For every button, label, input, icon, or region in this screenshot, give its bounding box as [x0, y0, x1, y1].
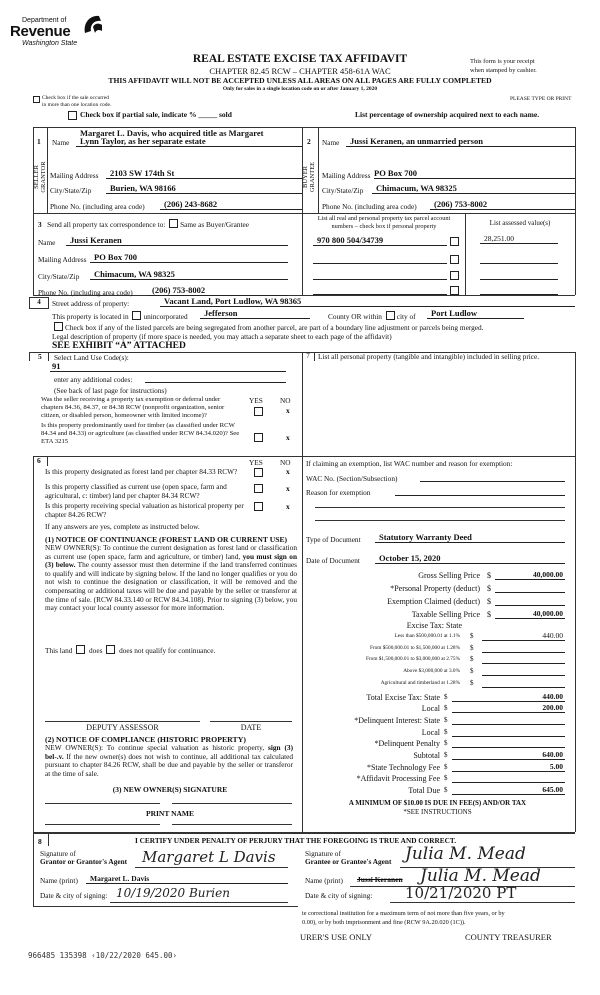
seller-name-label: Name	[52, 138, 70, 147]
yes-header: YES	[249, 396, 263, 405]
buyer-city-field[interactable]: Chimacum, WA 98325	[372, 183, 575, 194]
currency-sign: $	[444, 751, 448, 759]
tax-rate-value[interactable]: 440.00	[482, 630, 565, 641]
street-label: Street address of property:	[52, 299, 130, 308]
section-number: 5	[38, 352, 42, 361]
tax-total-label: Local	[421, 727, 440, 737]
logo-dept: Department of	[22, 17, 67, 24]
date-label: DATE	[240, 723, 262, 732]
tax-row-value[interactable]: 40,000.00	[495, 569, 565, 580]
tax-total-value[interactable]: 200.00	[452, 702, 565, 713]
reason-field[interactable]	[395, 485, 565, 496]
q1-yes-checkbox[interactable]	[254, 407, 263, 416]
currency-sign: $	[487, 597, 491, 606]
currency-sign: $	[470, 643, 474, 652]
current-use-question: Is this property classified as current use (open space, farm and agricultural, c: timber) land per chapter 84.34 RCW?	[45, 482, 227, 500]
partial-sale-checkbox[interactable]	[68, 111, 77, 120]
doc-date-field[interactable]: October 15, 2020	[375, 553, 565, 564]
historic-yes-checkbox[interactable]	[254, 502, 263, 511]
grantee-name-struck: Jussi Keranen	[357, 875, 403, 884]
exemption-label: If claiming an exemption, list WAC number and reason for exemption:	[306, 459, 513, 468]
same-as-buyer-checkbox[interactable]	[169, 219, 178, 228]
tax-total-value[interactable]: 640.00	[452, 749, 565, 760]
no-header: NO	[280, 396, 291, 405]
buyer-phone-field[interactable]: (206) 753-8002	[430, 199, 575, 210]
no-header: NO	[280, 458, 291, 467]
notice-compliance-title: (2) NOTICE OF COMPLIANCE (HISTORIC PROPERTY)	[45, 735, 246, 744]
penalty-text-1: te correctional institution for a maximum term of not more than five years, or by	[302, 910, 505, 917]
parcels-header-2: numbers – check box if personal property	[331, 223, 437, 230]
logo-revenue: Revenue	[10, 23, 71, 40]
assessed-header: List assessed value(s)	[489, 219, 551, 227]
seller-grantor-label: SELLER GRANTOR	[33, 161, 47, 193]
currency-sign: $	[444, 774, 448, 783]
historic-no-mark[interactable]: x	[286, 502, 290, 511]
assessed-value-field[interactable]	[480, 269, 558, 280]
corr-phone-field[interactable]: (206) 753-8002	[148, 285, 288, 296]
certify-statement: I CERTIFY UNDER PENALTY OF PERJURY THAT THE FOREGOING IS TRUE AND CORRECT.	[135, 836, 457, 845]
forest-yes-checkbox[interactable]	[254, 468, 263, 477]
notice-continuance-text: NEW OWNER(S): To continue the current designation as forest land or classification as current use (open space, farm and agriculture, or timber) land, you must sign on (3) below. The county assessor must then determine if the land transferred continues to qualify and will indicate by signing below. If the land no longer qualifies or you do not wish to continue the designation or classification, it will be removed and the compensating or additional taxes will be due and payable by the seller or transferor at the time of sale. (RCW 84.33.140 or RCW 84.34.108). Prior to signing (3) below, you may contact your local county assessor for more information.	[45, 543, 297, 613]
corr-mail-field[interactable]: PO Box 700	[90, 252, 288, 263]
tax-total-value[interactable]	[452, 737, 565, 748]
tax-row-value[interactable]	[495, 582, 565, 593]
buyer-name-label: Name	[322, 138, 340, 147]
personal-property-checkbox[interactable]	[450, 237, 459, 246]
currency-sign: $	[487, 610, 491, 619]
personal-property-checkbox[interactable]	[450, 255, 459, 264]
county-or-label: County OR within city of	[328, 312, 416, 321]
segregated-checkbox[interactable]	[54, 322, 63, 331]
type-or-print: PLEASE TYPE OR PRINT	[510, 96, 572, 102]
tax-rate-value[interactable]	[482, 677, 565, 688]
legal-description-label: Legal description of property (if more space is needed, you may attach a separate sheet to each page of the affidavit)	[52, 332, 392, 341]
parcel-number-field[interactable]: 970 800 504/34739	[313, 235, 447, 246]
currency-sign: $	[470, 678, 474, 687]
tax-row-label: Gross Selling Price	[418, 571, 480, 580]
personal-property-checkbox[interactable]	[450, 271, 459, 280]
segregated-label: Check box if any of the listed parcels are being segregated from another parcel, are part of a boundary line adjustment or parcels being merged.	[65, 323, 484, 332]
grantor-name-field[interactable]: Margaret L. Davis	[86, 873, 288, 884]
section-number: 4	[29, 297, 49, 309]
tax-row-label: *Personal Property (deduct)	[390, 584, 480, 593]
additional-codes-label: enter any additional codes:	[54, 375, 133, 384]
tax-rate-value[interactable]	[482, 653, 565, 664]
section-number: 1	[37, 137, 41, 146]
buyer-city-label: City/State/Zip	[322, 186, 364, 195]
buyer-name-field[interactable]: Jussi Keranen, an unmarried person	[346, 136, 575, 147]
receipt-stamp: 966485 135398 ‹10/22/2020 645.00›	[28, 951, 178, 960]
corr-city-field[interactable]: Chimacum, WA 98325	[90, 269, 288, 280]
seller-name-line-1: Margaret L. Davis, who acquired title as Margaret	[80, 128, 264, 138]
tax-total-label: *Delinquent Interest: State	[354, 715, 440, 725]
q2-yes-checkbox[interactable]	[254, 433, 263, 442]
city-field[interactable]: Port Ludlow	[427, 308, 524, 319]
notice-continuance-title: (1) NOTICE OF CONTINUANCE (FOREST LAND OR CURRENT USE)	[45, 535, 288, 544]
land-use-label: Select Land Use Code(s):	[54, 353, 129, 362]
q1-no-mark[interactable]: x	[286, 406, 290, 415]
parcel-number-field[interactable]	[313, 269, 447, 280]
buyer-phone-label: Phone No. (including area code)	[322, 202, 417, 211]
tax-total-value[interactable]: 5.00	[452, 761, 565, 772]
currency-sign: $	[444, 692, 448, 701]
tax-total-value[interactable]	[452, 772, 565, 783]
personal-property-checkbox[interactable]	[450, 286, 459, 295]
section-number: 2	[307, 137, 311, 146]
correspondence-label: 3 Send all property tax correspondence to: Same as Buyer/Grantee	[38, 220, 249, 229]
historic-question: Is this property receiving special valuation as historical property per chapter 84.26 RCW?	[45, 501, 244, 519]
tax-row-label: Taxable Selling Price	[411, 610, 480, 619]
print-name-label: PRINT NAME	[146, 809, 194, 818]
q2-no-mark[interactable]: x	[286, 433, 290, 442]
multi-location-checkbox[interactable]	[33, 96, 40, 103]
doc-date-label: Date of Document	[306, 556, 360, 565]
tax-total-value[interactable]: 645.00	[452, 784, 565, 795]
grantor-date-label: Date & city of signing:	[40, 891, 108, 900]
this-land-line: This land does does not qualify for continuance.	[45, 646, 216, 655]
grantor-date-city[interactable]: 10/19/2020 Burien	[116, 886, 230, 900]
multi-location-label-2: in more than one location code.	[42, 102, 112, 108]
does-not-qualify-checkbox[interactable]	[106, 645, 115, 654]
tax-rate-value[interactable]	[482, 642, 565, 653]
assessed-value-field[interactable]: 28,251.00	[480, 233, 558, 244]
section-number: 7	[302, 352, 315, 361]
tax-total-value[interactable]	[452, 726, 565, 737]
currency-sign: $	[444, 739, 448, 748]
seller-name-field[interactable]: Lynn Taylor, as her separate estate	[76, 136, 302, 147]
grantee-name-handwritten[interactable]: Julia M. Mead	[420, 866, 541, 886]
receipt-note-1: This form is your receipt	[470, 58, 535, 65]
tax-rate-value[interactable]	[482, 665, 565, 676]
form-only-for: Only for sales in a single location code on or after January 1, 2020	[222, 86, 378, 92]
seller-city-field[interactable]: Burien, WA 98166	[106, 183, 302, 194]
see-instructions: *SEE INSTRUCTIONS	[403, 808, 472, 816]
tax-total-label: Total Due	[408, 786, 440, 796]
currency-sign: $	[444, 715, 448, 724]
county-treasurer-label: COUNTY TREASURER	[465, 932, 552, 942]
logo-state: Washington State	[22, 40, 78, 47]
signature-of-label: Signature of	[305, 849, 341, 858]
forest-question: Is this property designated as forest land per chapter 84.33 RCW?	[45, 467, 238, 476]
legal-description-value: SEE EXHIBIT “A” ATTACHED	[52, 341, 186, 351]
grantor-name-label: Name (print)	[40, 876, 78, 885]
tax-rate-label: From $500,000.01 to $1,500,000 at 1.28%	[369, 644, 460, 651]
partial-sale-label: Check box if partial sale, indicate % _____ sold	[80, 110, 232, 119]
buyer-mail-label: Mailing Address	[322, 171, 371, 180]
qualifies-checkbox[interactable]	[76, 645, 85, 654]
city-checkbox[interactable]	[386, 311, 395, 320]
personal-property-label: List all personal property (tangible and intangible) included in selling price.	[318, 352, 540, 361]
section-number: 6	[37, 456, 41, 465]
seller-mail-label: Mailing Address	[50, 171, 99, 180]
seller-city-label: City/State/Zip	[50, 186, 92, 195]
tax-rate-label: Above $3,000,000 at 3.0%	[403, 668, 460, 675]
grantee-date-label: Date & city of signing:	[305, 891, 373, 900]
current-use-no-mark[interactable]: x	[286, 484, 290, 493]
unincorporated-checkbox[interactable]	[132, 311, 141, 320]
grantee-date-city[interactable]: 10/21/2020 PT	[405, 884, 517, 902]
section-number: 8	[38, 837, 42, 846]
tax-total-label: Subtotal	[413, 751, 440, 760]
parcel-number-field[interactable]	[313, 284, 447, 295]
signature-of-label: Signature of	[40, 849, 76, 858]
wac-field[interactable]	[420, 471, 565, 482]
tax-rate-label: Agricultural and timberland at 1.28%	[380, 679, 460, 686]
seller-phone-label: Phone No. (including area code)	[50, 202, 145, 211]
yes-header: YES	[249, 458, 263, 467]
currency-sign: $	[444, 727, 448, 736]
form-title: REAL ESTATE EXCISE TAX AFFIDAVIT	[192, 53, 408, 65]
notice-compliance-text: NEW OWNER(S): To continue special valuation as historic property, sign (3) bel-.v. If the new owner(s) does not wish to continue, all additional tax calculated pursuant to chapter 84.26 RCW, shall be due and payable by the seller or transferor at the time of sale.	[45, 743, 294, 778]
penalty-text-2: 0.00), or by both imprisonment and fine (RCW 9A.20.020 (1C)).	[302, 919, 466, 926]
current-use-yes-checkbox[interactable]	[254, 484, 263, 493]
tax-total-label: *Affidavit Processing Fee	[356, 774, 440, 784]
corr-name-label: Name	[38, 238, 56, 247]
land-use-code-field[interactable]: 91	[50, 361, 286, 372]
currency-sign: $	[470, 632, 474, 640]
tax-total-value[interactable]	[452, 714, 565, 725]
corr-phone-label: Phone No. (including area code)	[38, 288, 133, 297]
additional-codes-field[interactable]	[145, 372, 286, 383]
currency-sign: $	[470, 667, 474, 676]
tax-rate-label: Less than $500,000.01 at 1.1%	[394, 633, 460, 639]
tax-total-value[interactable]: 440.00	[452, 691, 565, 702]
exemption-question: Was the seller receiving a property tax exemption or deferral under chapters 84.36, 84.37, or 84.38 RCW (nonprofit organization, senior citizen, or disabled person, homeowner with limited income)?	[41, 396, 225, 420]
wac-label: WAC No. (Section/Subsection)	[306, 474, 398, 483]
multi-location-label-1: Check box if the sale occurred	[42, 95, 110, 101]
grantor-agent-label: Grantor or Grantor's Agent	[40, 857, 128, 866]
section-number: 3	[38, 220, 42, 229]
doc-type-label: Type of Document	[306, 535, 361, 544]
forest-no-mark[interactable]: x	[286, 467, 290, 476]
tax-total-label: *Delinquent Penalty	[374, 739, 440, 749]
corr-name-field[interactable]: Jussi Keranen	[66, 235, 288, 246]
tax-row-value[interactable]: 40,000.00	[495, 608, 565, 619]
treasurer-use-only: URER'S USE ONLY	[300, 932, 372, 942]
tax-rate-label: From $1,500,000.01 to $3,000,000 at 2.75%	[365, 656, 460, 663]
form-chapter: CHAPTER 82.45 RCW – CHAPTER 458-61A WAC	[209, 66, 391, 76]
if-yes-label: If any answers are yes, complete as instructed below.	[45, 522, 200, 531]
seller-phone-field[interactable]: (206) 243-8682	[160, 199, 302, 210]
see-back-label: (See back of last page for instructions)	[54, 386, 167, 395]
buyer-mail-field[interactable]: PO Box 700	[374, 168, 575, 179]
tax-total-label: Local	[421, 704, 440, 714]
timber-question: Is this property predominantly used for timber (as classified under RCW 84.34 and 84.33) or agriculture (as classified under RCW 84.34.020)? See ETA 3215	[41, 422, 240, 446]
minimum-due-note: A MINIMUM OF $10.00 IS DUE IN FEE(S) AND/OR TAX	[348, 799, 527, 807]
currency-sign: $	[444, 704, 448, 713]
doc-type-field[interactable]: Statutory Warranty Deed	[375, 532, 565, 543]
assessed-value-field[interactable]	[480, 253, 558, 264]
form-warning: THIS AFFIDAVIT WILL NOT BE ACCEPTED UNLESS ALL AREAS ON ALL PAGES ARE FULLY COMPLETED	[108, 76, 492, 85]
excise-tax-label: Excise Tax: State	[406, 621, 462, 630]
county-field[interactable]: Jefferson	[200, 308, 310, 319]
deputy-assessor-label: DEPUTY ASSESSOR	[86, 723, 159, 732]
corr-city-label: City/State/Zip	[38, 272, 80, 281]
currency-sign: $	[487, 571, 491, 580]
assessed-value-field[interactable]	[480, 284, 558, 295]
located-label: This property is located in unincorporated	[52, 312, 188, 321]
new-owner-signature-label: (3) NEW OWNER(S) SIGNATURE	[112, 785, 228, 794]
receipt-note-2: when stamped by cashier.	[470, 67, 537, 74]
currency-sign: $	[444, 786, 448, 795]
tax-row-value[interactable]	[495, 595, 565, 606]
corr-mail-label: Mailing Address	[38, 255, 87, 264]
parcel-number-field[interactable]	[313, 253, 447, 264]
seller-mail-field[interactable]: 2103 SW 174th St	[106, 168, 302, 179]
tax-total-label: *State Technology Fee	[366, 762, 440, 772]
tax-total-label: Total Excise Tax: State	[366, 692, 440, 702]
buyer-grantee-label: BUYER GRANTEE	[302, 161, 316, 193]
parcels-header-1: List all real and personal property tax parcel account	[317, 215, 451, 222]
grantee-signature[interactable]: Julia M. Mead	[405, 844, 526, 864]
grantee-name-label: Name (print)	[305, 876, 343, 885]
grantor-signature[interactable]: Margaret L Davis	[142, 848, 276, 866]
currency-sign: $	[487, 584, 491, 593]
tax-row-label: Exemption Claimed (deduct)	[387, 597, 480, 606]
list-percentage-label: List percentage of ownership acquired next to each name.	[355, 110, 540, 119]
currency-sign: $	[470, 655, 474, 664]
street-address-field[interactable]: Vacant Land, Port Ludlow, WA 98365	[160, 296, 575, 307]
currency-sign: $	[444, 762, 448, 771]
dor-logo-icon	[82, 13, 104, 37]
reason-label: Reason for exemption	[306, 488, 371, 497]
grantee-agent-label: Grantee or Grantee's Agent	[305, 857, 392, 866]
